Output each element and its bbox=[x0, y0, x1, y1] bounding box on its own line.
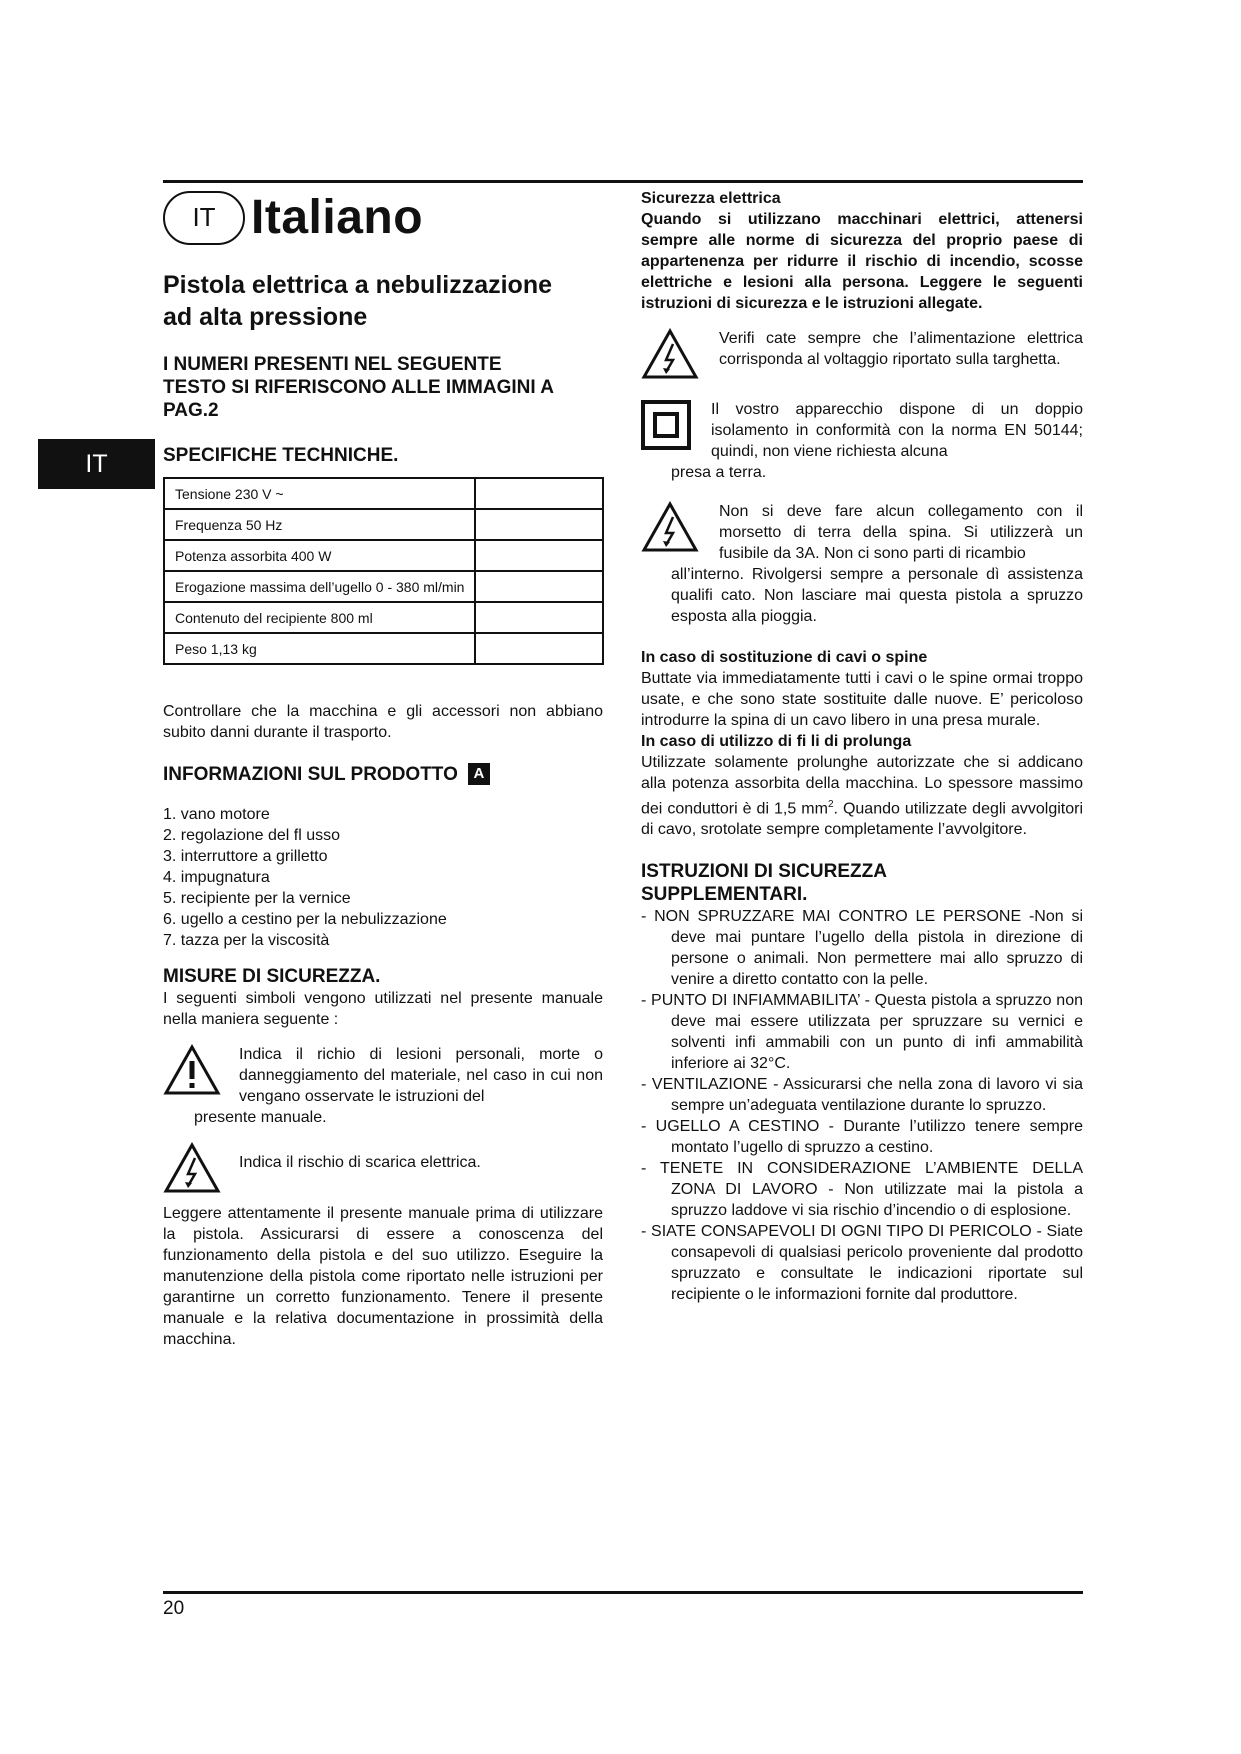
note-line-1: I NUMERI PRESENTI NEL SEGUENTE bbox=[163, 354, 502, 375]
list-item: - PUNTO DI INFIAMMABILITA’ - Questa pistola a spruzzo non deve mai essere utilizzata per spruzzare su vernici e solventi infi ammabili con un punto di infi ammabilità inferiore ai 32°C. bbox=[641, 992, 1083, 1073]
list-item: 1. vano motore bbox=[163, 806, 270, 823]
electric-shock-icon bbox=[163, 1142, 239, 1199]
double-insulation-icon bbox=[641, 399, 711, 456]
extension-heading: In caso di utilizzo di fi li di prolunga bbox=[641, 733, 912, 750]
voltage-row bbox=[641, 328, 1083, 385]
table-row bbox=[164, 602, 603, 633]
spec-cell: Peso 1,13 kg bbox=[164, 633, 475, 664]
list-item: - TENETE IN CONSIDERAZIONE L’AMBIENTE DELLA ZONA DI LAVORO - Non utilizzate mai la pistola a spruzzo laddove vi sia rischio d’incendio o di esplosione. bbox=[641, 1160, 1083, 1220]
language-header bbox=[163, 190, 603, 245]
extra-safety-list bbox=[641, 906, 1083, 1305]
spec-empty-cell bbox=[475, 478, 603, 509]
extension-text-part-2: . Quando utilizzate degli avvolgitori di cavo, srotolate sempre completamente l’avvolgitore. bbox=[641, 800, 1084, 839]
document-title-line-2: ad alta pressione bbox=[163, 303, 368, 331]
figure-a-badge: A bbox=[468, 763, 490, 785]
cable-heading: In caso di sostituzione di cavi o spine bbox=[641, 649, 928, 666]
spec-cell: Potenza assorbita 400 W bbox=[164, 540, 475, 571]
extra-safety-heading-line-1: ISTRUZIONI DI SICUREZZA bbox=[641, 861, 887, 883]
shock-symbol-text: Indica il rischio di scarica elettrica. bbox=[239, 1154, 481, 1171]
spec-cell: Erogazione massima dell’ugello 0 - 380 ml/min bbox=[164, 571, 475, 602]
language-title: Italiano bbox=[251, 191, 424, 244]
table-row bbox=[164, 540, 603, 571]
table-row bbox=[164, 633, 603, 664]
cable-text: Buttate via immediatamente tutti i cavi o le spine ormai troppo usate, e che sono state sostituite dalle nuove. E’ pericoloso introdurre la spina di un cavo libero in una presa murale. bbox=[641, 670, 1083, 729]
language-badge: IT bbox=[163, 191, 245, 245]
extension-text bbox=[641, 752, 1083, 840]
spec-empty-cell bbox=[475, 633, 603, 664]
ground-text-cont: all’interno. Rivolgersi sempre a personale dì assistenza qualifi cato. Non lasciare mai questa pistola a spruzzo esposta alla pioggia. bbox=[671, 566, 1083, 625]
transport-check-text: Controllare che la macchina e gli accessori non abbiano subito danni durante il trasporto. bbox=[163, 703, 603, 741]
list-item: 7. tazza per la viscosità bbox=[163, 932, 330, 949]
warning-symbol-text-cont: presente manuale. bbox=[194, 1109, 327, 1126]
shock-symbol-row bbox=[163, 1142, 603, 1199]
double-insulation-row bbox=[641, 399, 1083, 462]
product-info-heading-text: INFORMAZIONI SUL PRODOTTO bbox=[163, 764, 458, 785]
note-line-3: PAG.2 bbox=[163, 400, 219, 421]
double-insulation-text: Il vostro apparecchio dispone di un doppio isolamento in conformità con la norma EN 50144; quindi, non viene richiesta alcuna bbox=[711, 401, 1083, 460]
list-item: - UGELLO A CESTINO - Durante l’utilizzo tenere sempre montato l’ugello di spruzzo a cestino. bbox=[641, 1118, 1083, 1157]
table-row bbox=[164, 478, 603, 509]
image-reference-note bbox=[163, 353, 603, 422]
double-insulation-text-cont: presa a terra. bbox=[671, 464, 767, 481]
document-title bbox=[163, 269, 603, 333]
document-title-line-1: Pistola elettrica a nebulizzazione bbox=[163, 271, 553, 299]
voltage-text: Verifi cate sempre che l’alimentazione elettrica corrisponda al voltaggio riportato sulla targhetta. bbox=[719, 330, 1083, 368]
bottom-rule bbox=[163, 1591, 1083, 1594]
right-column bbox=[641, 188, 1083, 1305]
spec-empty-cell bbox=[475, 540, 603, 571]
language-tab: IT bbox=[38, 439, 155, 489]
left-column bbox=[163, 190, 603, 1350]
list-item: 5. recipiente per la vernice bbox=[163, 890, 351, 907]
spec-table bbox=[163, 477, 604, 665]
warning-symbol-text: Indica il richio di lesioni personali, morte o danneggiamento del materiale, nel caso in cui non vengano osservate le istruzioni del bbox=[239, 1046, 603, 1105]
list-item: 4. impugnatura bbox=[163, 869, 270, 886]
list-item: - VENTILAZIONE - Assicurarsi che nella zona di lavoro vi sia sempre un’adeguata ventilazione durante lo spruzzo. bbox=[641, 1076, 1083, 1115]
electric-shock-icon bbox=[641, 328, 719, 385]
read-manual-text: Leggere attentamente il presente manuale prima di utilizzare la pistola. Assicurarsi di essere a conoscenza del funzionamento della pistola e del suo utilizzo. Eseguire la manutenzione della pistola come riportato nelle istruzioni per garantirne un corretto funzionamento. Tenere il presente manuale e la relativa documentazione in prossimità della macchina. bbox=[163, 1205, 603, 1348]
electrical-safety-heading: Sicurezza elettrica bbox=[641, 190, 781, 207]
note-line-2: TESTO SI RIFERISCONO ALLE IMMAGINI A bbox=[163, 377, 554, 398]
electrical-safety-intro: Quando si utilizzano macchinari elettrici, attenersi sempre alle norme di sicurezza del proprio paese di appartenenza per ridurre il rischio di incendio, scosse elettriche e lesioni alla persona. Leggere le seguenti istruzioni di sicurezza e le istruzioni allegate. bbox=[641, 211, 1083, 312]
ground-row bbox=[641, 501, 1083, 564]
superscript: 2 bbox=[827, 799, 834, 810]
table-row bbox=[164, 509, 603, 540]
safety-intro: I seguenti simboli vengono utilizzati nel presente manuale nella maniera seguente : bbox=[163, 990, 603, 1028]
list-item: 6. ugello a cestino per la nebulizzazione bbox=[163, 911, 447, 928]
list-item: - NON SPRUZZARE MAI CONTRO LE PERSONE -Non si deve mai puntare l’ugello della pistola in direzione di persone o animali. Non permettere mai allo spruzzo di venire a diretto contatto con la pelle. bbox=[641, 908, 1083, 989]
spec-heading: SPECIFICHE TECHNICHE. bbox=[163, 445, 399, 466]
spec-empty-cell bbox=[475, 602, 603, 633]
product-info-heading bbox=[163, 763, 603, 786]
spec-empty-cell bbox=[475, 571, 603, 602]
spec-cell: Tensione 230 V ~ bbox=[164, 478, 475, 509]
extra-safety-heading bbox=[641, 860, 1083, 906]
table-row bbox=[164, 571, 603, 602]
spec-cell: Frequenza 50 Hz bbox=[164, 509, 475, 540]
parts-list bbox=[163, 804, 603, 951]
warning-symbol-row bbox=[163, 1044, 603, 1107]
extra-safety-heading-line-2: SUPPLEMENTARI. bbox=[641, 884, 808, 906]
top-rule bbox=[163, 180, 1083, 183]
spec-empty-cell bbox=[475, 509, 603, 540]
safety-heading: MISURE DI SICUREZZA. bbox=[163, 966, 381, 987]
page-number: 20 bbox=[163, 1598, 185, 1619]
list-item: 2. regolazione del fl usso bbox=[163, 827, 340, 844]
list-item: - SIATE CONSAPEVOLI DI OGNI TIPO DI PERICOLO - Siate consapevoli di qualsiasi pericolo proveniente dal prodotto spruzzato e consultate le indicazioni riportate sul recipiente o le informazioni fornite dal produttore. bbox=[641, 1223, 1083, 1304]
spec-cell: Contenuto del recipiente 800 ml bbox=[164, 602, 475, 633]
warning-triangle-icon bbox=[163, 1044, 239, 1101]
list-item: 3. interruttore a grilletto bbox=[163, 848, 328, 865]
ground-text: Non si deve fare alcun collegamento con il morsetto di terra della spina. Si utilizzerà un fusibile da 3A. Non ci sono parti di ricambio bbox=[719, 503, 1083, 562]
extension-text-part-1: Utilizzate solamente prolunghe autorizzate che si addicano alla potenza assorbita della macchina. Lo spessore massimo dei conduttori è di 1,5 mm bbox=[641, 754, 1083, 818]
electric-shock-icon bbox=[641, 501, 719, 558]
